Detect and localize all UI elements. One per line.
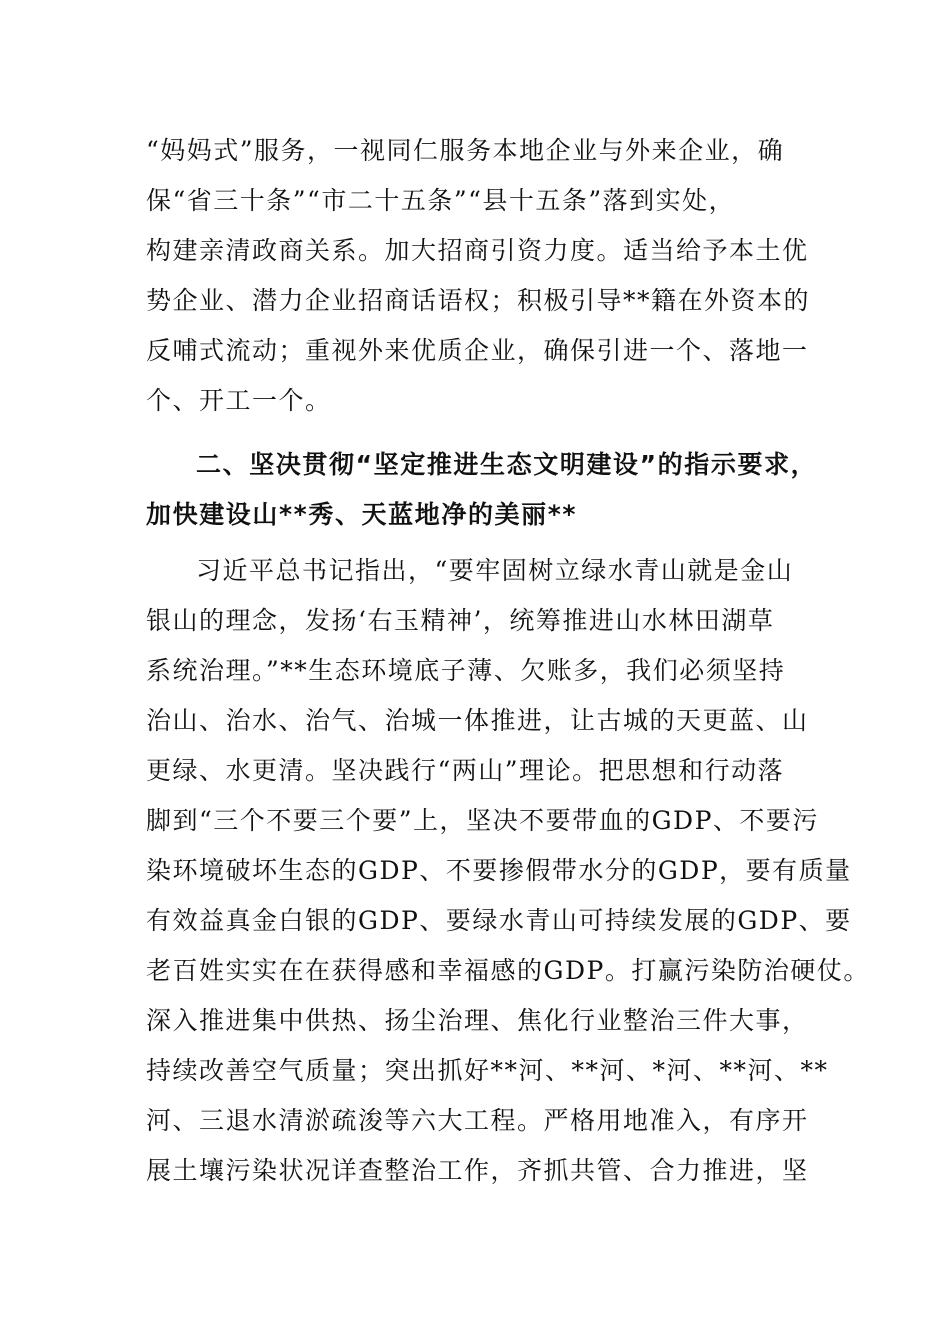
- text-line: 深入推进集中供热、扬尘治理、焦化行业整治三件大事，: [146, 1006, 809, 1035]
- text-line: 反哺式流动；重视外来优质企业，确保引进一个、落地一: [146, 336, 809, 365]
- text-line: 保“省三十条”“市二十五条”“县十五条”落到实处，: [146, 186, 736, 215]
- text-line: 银山的理念，发扬‘右玉精神’，统筹推进山水林田湖草: [146, 606, 775, 635]
- text-line: 展土壤污染状况详查整治工作，齐抓共管、合力推进，坚: [146, 1156, 809, 1185]
- text-line: “妈妈式”服务，一视同仁服务本地企业与外来企业，确: [146, 136, 785, 165]
- text-line: 有效益真金白银的GDP、要绿水青山可持续发展的GDP、要: [146, 906, 852, 935]
- heading-line: 二、坚决贯彻“坚定推进生态文明建设”的指示要求，: [196, 450, 818, 479]
- text-line: 习近平总书记指出，“要牢固树立绿水青山就是金山: [196, 556, 794, 585]
- text-line: 构建亲清政商关系。加大招商引资力度。适当给予本土优: [146, 236, 809, 265]
- text-line: 染环境破坏生态的GDP、不要掺假带水分的GDP，要有质量: [146, 856, 852, 885]
- text-line: 老百姓实实在在获得感和幸福感的GDP。打赢污染防治硬仗。: [146, 956, 870, 985]
- heading-line: 加快建设山**秀、天蓝地净的美丽**: [146, 500, 578, 529]
- text-line: 系统治理。”**生态环境底子薄、欠账多，我们必须坚持: [146, 656, 786, 685]
- section-heading-two: [146, 440, 816, 540]
- paragraph-ecology: [146, 546, 870, 1196]
- text-line: 脚到“三个不要三个要”上，坚决不要带血的GDP、不要污: [146, 806, 819, 835]
- text-line: 治山、治水、治气、治城一体推进，让古城的天更蓝、山: [146, 706, 809, 735]
- text-line: 持续改善空气质量；突出抓好**河、**河、*河、**河、**: [146, 1056, 829, 1085]
- text-line: 个、开工一个。: [146, 386, 332, 415]
- text-line: 势企业、潜力企业招商话语权；积极引导**籍在外资本的: [146, 286, 811, 315]
- text-line: 更绿、水更清。坚决践行“两山”理论。把思想和行动落: [146, 756, 785, 785]
- text-line: 河、三退水清淤疏浚等六大工程。严格用地准入，有序开: [146, 1106, 809, 1135]
- paragraph-business-environment: [146, 126, 816, 426]
